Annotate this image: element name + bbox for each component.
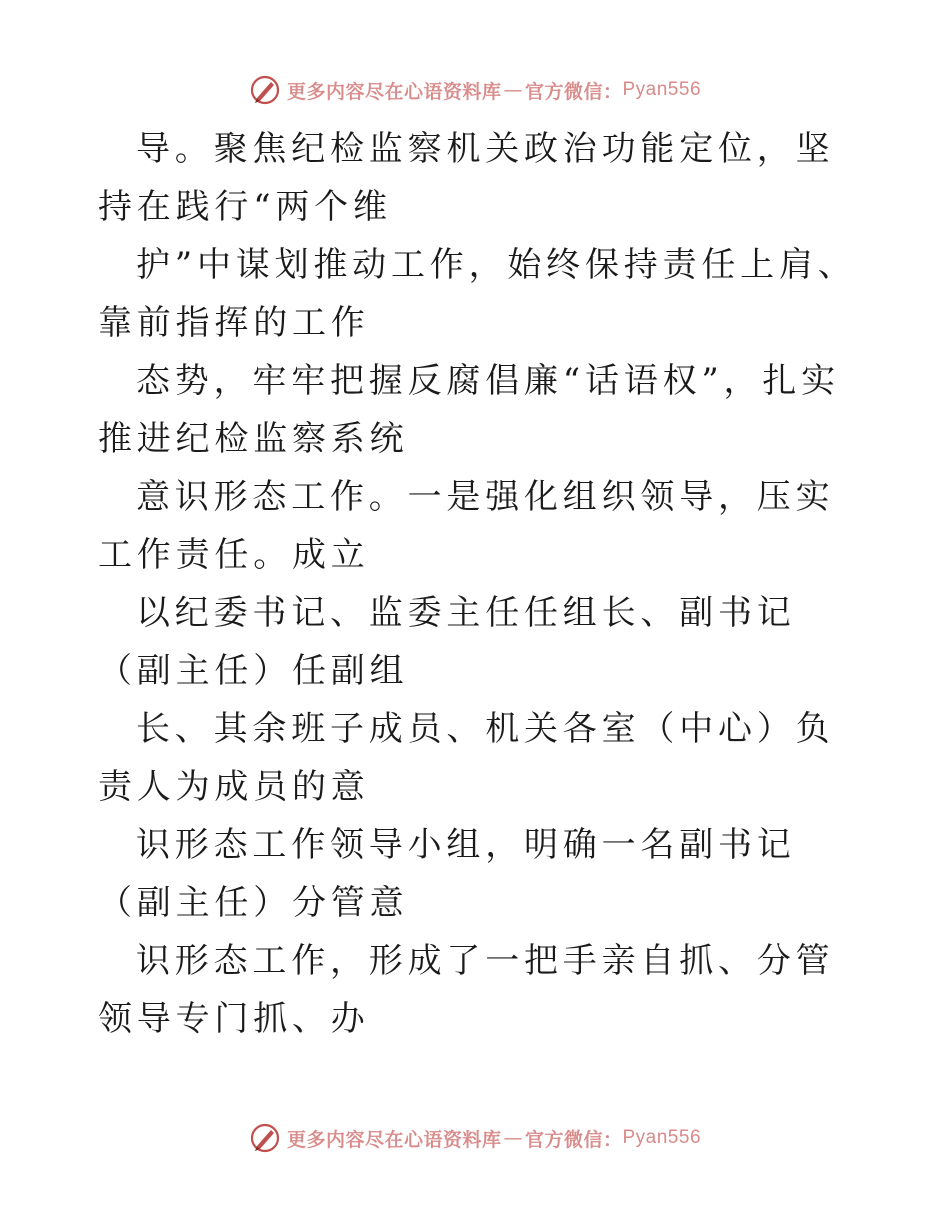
paragraph-1: 导。聚焦纪检监察机关政治功能定位，坚持在践行“两个维: [98, 129, 835, 227]
paragraph-5: 以纪委书记、监委主任任组长、副书记（副主任）任副组: [98, 593, 796, 691]
pen-logo-icon: [249, 74, 281, 106]
watermark-brand: 更多内容尽在心语资料库: [286, 80, 502, 103]
paragraph-6: 长、其余班子成员、机关各室（中心）负责人为成员的意: [98, 709, 835, 807]
paragraph-7: 识形态工作领导小组，明确一名副书记（副主任）分管意: [98, 825, 796, 923]
paragraph-2: 护”中谋划推动工作，始终保持责任上肩、靠前指挥的工作: [98, 245, 857, 343]
pen-logo-icon: [249, 1122, 281, 1154]
watermark-separator: —: [503, 1127, 523, 1149]
watermark-brand: 更多内容尽在心语资料库: [286, 1128, 502, 1151]
footer-watermark: [0, 1118, 950, 1158]
document-body: [98, 120, 858, 1048]
paragraph-3: 态势，牢牢把握反腐倡廉“话语权”，扎实推进纪检监察系统: [98, 361, 840, 459]
watermark-handle: Pyan556: [622, 1127, 702, 1148]
paragraph-8: 识形态工作，形成了一把手亲自抓、分管领导专门抓、办: [98, 941, 835, 1039]
watermark-handle: Pyan556: [622, 79, 702, 100]
paragraph-4: 意识形态工作。一是强化组织领导，压实工作责任。成立: [98, 477, 835, 575]
watermark-label: 官方微信：: [524, 1128, 623, 1151]
watermark-separator: —: [503, 79, 523, 101]
watermark-label: 官方微信：: [524, 80, 623, 103]
header-watermark: [0, 70, 950, 110]
